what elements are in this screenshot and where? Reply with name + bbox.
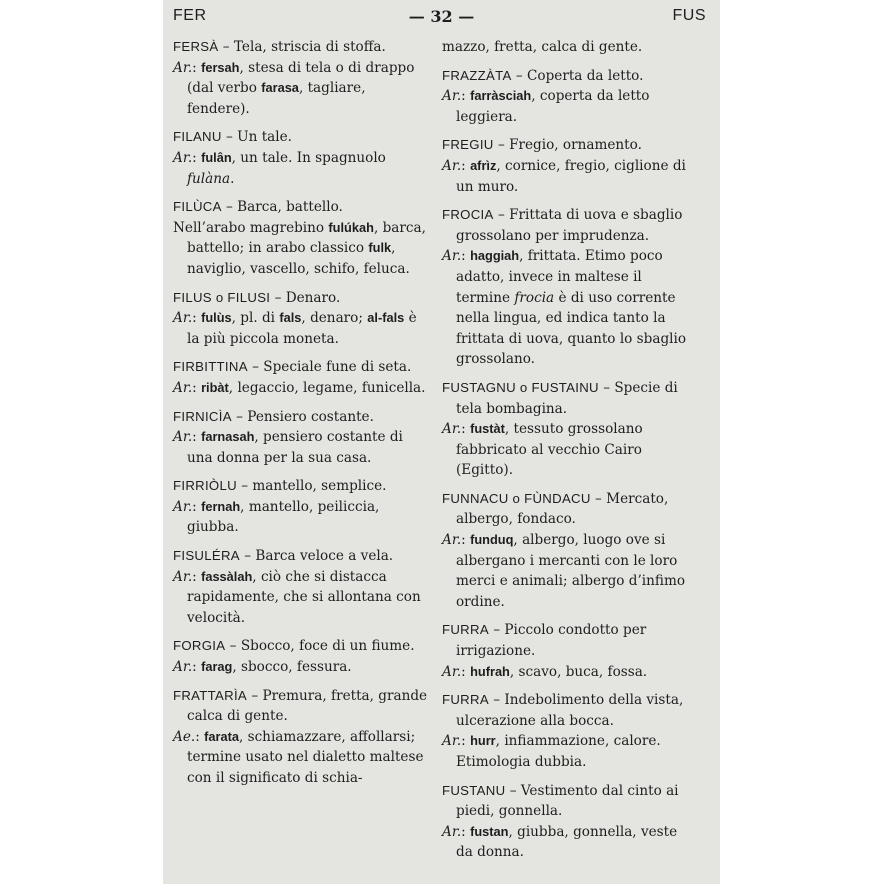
headword: FROCIA [442, 207, 494, 223]
definition: Barca, battello. [237, 199, 343, 216]
etymology [442, 419, 697, 481]
dictionary-entry [173, 357, 428, 398]
headword: FISULÉRA [173, 548, 240, 564]
entry-head-line [442, 690, 697, 731]
language-label: Ar. [173, 498, 193, 515]
etymology-text: , barca, battello; in arabo classico [187, 219, 426, 257]
entry-head-line [442, 378, 697, 419]
entry-dash: – [598, 379, 615, 396]
etymology-text: , pl. di [231, 310, 280, 327]
dictionary-entry [173, 686, 428, 789]
dictionary-entry [442, 781, 697, 863]
entry-head-line [173, 636, 428, 657]
etymology-text: , infiammazione, calore. Etimologia dubbia. [456, 733, 661, 770]
etymology-text: : [461, 88, 471, 105]
entry-dash: – [488, 692, 505, 709]
entry-head-line [173, 407, 428, 428]
entry-head-line [173, 197, 428, 218]
italic-word: frocia [514, 289, 555, 306]
definition: Pensiero costante. [247, 408, 374, 425]
entry-dash: – [231, 408, 248, 425]
headword: FILANU [173, 129, 222, 145]
etymology-text: , giubba, gonnella, veste da donna. [456, 823, 678, 861]
headword: FURRA [442, 692, 489, 708]
etymology-text: : [192, 568, 202, 585]
definition: Tela, striscia di stoffa. [233, 39, 386, 55]
etymology-text: : [192, 659, 202, 676]
etymology-text: , albergo, luogo ove si albergano i mercanti con le loro merci e animali; albergo d’infimo ordine. [456, 532, 686, 610]
entry-head-line [442, 489, 697, 530]
etymology-text: , sbocco, fessura. [232, 659, 352, 676]
headword: FURRA [442, 622, 489, 638]
headword: FUSTAGNU o FUSTAINU [442, 379, 599, 395]
page-number: — 32 — [408, 7, 475, 26]
etymology-text: , mantello, peiliccia, giubba. [187, 498, 380, 536]
etymology-text: : [192, 429, 202, 446]
etymology-text: : [192, 379, 202, 396]
entry-head-line [173, 288, 428, 309]
headword: FUSTANU [442, 782, 506, 798]
arabic-word: fulân [201, 149, 232, 165]
definition: Piccolo condotto per irrigazione. [456, 622, 647, 660]
language-label: Ar. [442, 532, 462, 549]
entry-head-line [442, 781, 697, 822]
entry-dash: – [505, 782, 521, 799]
definition: Mercato, albergo, fondaco. [456, 490, 669, 528]
etymology-text: . [230, 170, 235, 187]
language-label: Ar. [442, 88, 462, 105]
etymology-text: , frittata. Etimo poco adatto, invece in maltese il termine [456, 248, 663, 306]
dictionary-entry [442, 620, 697, 682]
etymology-text: : [192, 310, 202, 327]
dictionary-entry [173, 407, 428, 469]
headword: FILUS o FILUSI [173, 289, 271, 305]
language-label: Ar. [442, 733, 462, 750]
etymology-text: , tagliare, fendere). [187, 80, 366, 117]
etymology-text: : [192, 498, 202, 515]
running-head-left: FER [173, 7, 207, 24]
etymology [442, 156, 697, 197]
etymology-text: , naviglio, vascello, schifo, feluca. [187, 240, 410, 277]
language-label: Ar. [442, 823, 462, 840]
arabic-word: fassàlah [201, 568, 253, 584]
entry-dash: – [488, 622, 505, 639]
entry-head-line [173, 686, 428, 727]
definition: Specie di tela bombagina. [456, 379, 678, 417]
etymology-text: , un tale. In spagnuolo [231, 149, 386, 166]
arabic-word: afrìz [470, 157, 497, 173]
definition: mantello, semplice. [252, 478, 387, 495]
arabic-word: funduq [470, 532, 514, 548]
entry-dash: – [247, 687, 263, 704]
dictionary-entry [442, 135, 697, 197]
etymology-text: : [461, 663, 471, 680]
etymology-text: è la più piccola moneta. [187, 310, 417, 347]
definition: Vestimento dal cinto ai piedi, gonnella. [456, 782, 679, 820]
dictionary-entry [173, 37, 428, 119]
entry-head-line [173, 476, 428, 497]
dictionary-entry [442, 489, 697, 613]
etymology [173, 378, 428, 399]
entry-head-line [173, 357, 428, 378]
arabic-word: hurr [470, 733, 496, 749]
etymology-text: : [461, 421, 471, 438]
dictionary-entry [173, 476, 428, 538]
etymology-text: : [195, 728, 205, 745]
arabic-word: fustan [470, 823, 509, 839]
etymology-text: , scavo, buca, fossa. [509, 663, 648, 680]
entry-dash: – [493, 207, 510, 224]
arabic-word: fersah [201, 59, 240, 75]
left-column [173, 37, 428, 797]
etymology [442, 246, 697, 370]
definition: Barca veloce a vela. [255, 548, 394, 565]
entry-head-line [442, 620, 697, 661]
language-label: Ar. [442, 248, 462, 265]
etymology [173, 657, 428, 678]
etymology [173, 727, 428, 789]
arabic-word: fulùs [201, 310, 232, 326]
definition: Sbocco, foce di un fiume. [240, 638, 415, 655]
entry-dash: – [218, 39, 234, 55]
entry-head-line [442, 205, 697, 246]
language-label: Ar. [173, 379, 193, 396]
entry-dash: – [270, 289, 286, 306]
etymology-text: è di uso corrente nella lingua, ed indica tanto la frittata di uova, quanto lo sbaglio grossolano. [456, 289, 687, 368]
arabic-word: farag [201, 659, 233, 675]
language-label: Ar. [442, 157, 462, 174]
headword: FIRBITTINA [173, 359, 248, 375]
entry-continuation: mazzo, fretta, calca di gente. [442, 39, 643, 55]
language-label: Ar. [442, 663, 462, 680]
language-label: Ar. [173, 659, 193, 676]
etymology-text: , legaccio, legame, funicella. [228, 379, 426, 396]
language-label: Ar. [173, 568, 193, 585]
headword: FREGIU [442, 137, 494, 153]
dictionary-entry [442, 378, 697, 481]
entry-head-line [173, 37, 428, 58]
entry-dash: – [511, 67, 528, 84]
dictionary-entry [442, 66, 697, 128]
etymology-text: , denaro; [301, 310, 368, 327]
entry-dash: – [239, 548, 256, 565]
dictionary-entry [442, 205, 697, 370]
running-head-right: FUS [672, 7, 706, 24]
arabic-word: farata [204, 728, 239, 744]
page-header [163, 7, 720, 31]
definition: Un tale. [237, 129, 292, 146]
headword: FERSÀ [173, 39, 219, 54]
etymology-text: , cornice, fregio, ciglione di un muro. [456, 157, 686, 195]
dictionary-entry [173, 636, 428, 677]
etymology-text: : [192, 59, 202, 76]
language-label: Ar. [173, 149, 193, 166]
language-label: Ae. [173, 728, 196, 745]
etymology-text: Nell’arabo magrebino [173, 219, 329, 236]
arabic-word: farràsciah [470, 88, 532, 104]
dictionary-entry [173, 546, 428, 628]
dictionary-entry [442, 690, 697, 772]
arabic-word: haggiah [470, 248, 520, 264]
etymology [173, 567, 428, 629]
arabic-word: farnasah [201, 429, 255, 445]
definition: Speciale fune di seta. [263, 359, 412, 376]
etymology [173, 218, 428, 280]
etymology-text: : [461, 157, 471, 174]
etymology [173, 148, 428, 189]
etymology-text: : [192, 149, 202, 166]
headword: FILÙCA [173, 199, 222, 215]
etymology-text: : [461, 823, 471, 840]
definition: Indebolimento della vista, ulcerazione alla bocca. [456, 692, 684, 729]
entry-head-line [442, 66, 697, 87]
entry-head-line [442, 135, 697, 156]
dictionary-entry [173, 127, 428, 189]
headword: FRAZZÀTA [442, 67, 512, 83]
etymology-text: , tessuto grossolano fabbricato al vecchio Cairo (Egitto). [456, 421, 643, 479]
etymology-text: : [461, 248, 471, 265]
entry-head-line [173, 127, 428, 148]
entry-dash: – [221, 199, 238, 216]
entry-dash: – [493, 137, 510, 154]
arabic-word: hufrah [470, 663, 510, 679]
etymology-text: : [461, 532, 471, 549]
arabic-word: fulúkah [328, 219, 374, 235]
etymology-text: , schiamazzare, affollarsi; termine usato nel dialetto maltese con il significato di schia- [187, 728, 424, 786]
headword: FUNNACU o FÙNDACU [442, 490, 591, 506]
etymology-text: , pensiero costante di una donna per la sua casa. [187, 429, 403, 466]
definition: Fregio, ornamento. [509, 137, 642, 154]
etymology [442, 822, 697, 863]
right-column [442, 37, 697, 871]
headword: FIRNICÌA [173, 408, 232, 424]
dictionary-page [163, 0, 720, 884]
entry-dash: – [590, 490, 607, 507]
etymology [442, 731, 697, 772]
etymology-text: , stesa di tela o di drappo (dal verbo [187, 59, 415, 97]
definition: Denaro. [285, 289, 341, 306]
etymology [442, 86, 697, 127]
etymology-text: : [461, 733, 471, 750]
entry-head-line [173, 546, 428, 567]
language-label: Ar. [173, 59, 193, 76]
language-label: Ar. [173, 429, 193, 446]
arabic-word: al-fals [367, 310, 405, 326]
etymology-text: , ciò che si distacca rapidamente, che si allontana con velocità. [187, 568, 421, 626]
entry-dash: – [221, 129, 238, 146]
arabic-word: fernah [201, 498, 241, 514]
entry-dash: – [247, 359, 264, 376]
arabic-word: fals [279, 310, 302, 326]
etymology-text: , coperta da letto leggiera. [456, 88, 650, 125]
etymology [173, 497, 428, 538]
etymology [173, 308, 428, 349]
dictionary-entry [173, 288, 428, 350]
arabic-word: ribàt [201, 379, 229, 395]
definition: Coperta da letto. [527, 67, 644, 84]
italic-word: fulàna [187, 170, 231, 187]
entry-dash: – [225, 638, 241, 655]
arabic-word: farasa [261, 80, 299, 96]
dictionary-entry [442, 37, 697, 58]
etymology [442, 662, 697, 683]
arabic-word: fustàt [470, 421, 505, 437]
language-label: Ar. [173, 310, 193, 327]
etymology [173, 58, 428, 120]
dictionary-entry [173, 197, 428, 279]
language-label: Ar. [442, 421, 462, 438]
headword: FIRRIÒLU [173, 478, 237, 494]
entry-dash: – [236, 478, 253, 495]
arabic-word: fulk [368, 240, 392, 256]
etymology [173, 427, 428, 468]
definition: Premura, fretta, grande calca di gente. [187, 687, 428, 725]
definition: Frittata di uova e sbaglio grossolano per imprudenza. [456, 207, 683, 244]
headword: FORGIA [173, 638, 226, 654]
etymology [442, 530, 697, 612]
headword: FRATTARÌA [173, 687, 248, 703]
